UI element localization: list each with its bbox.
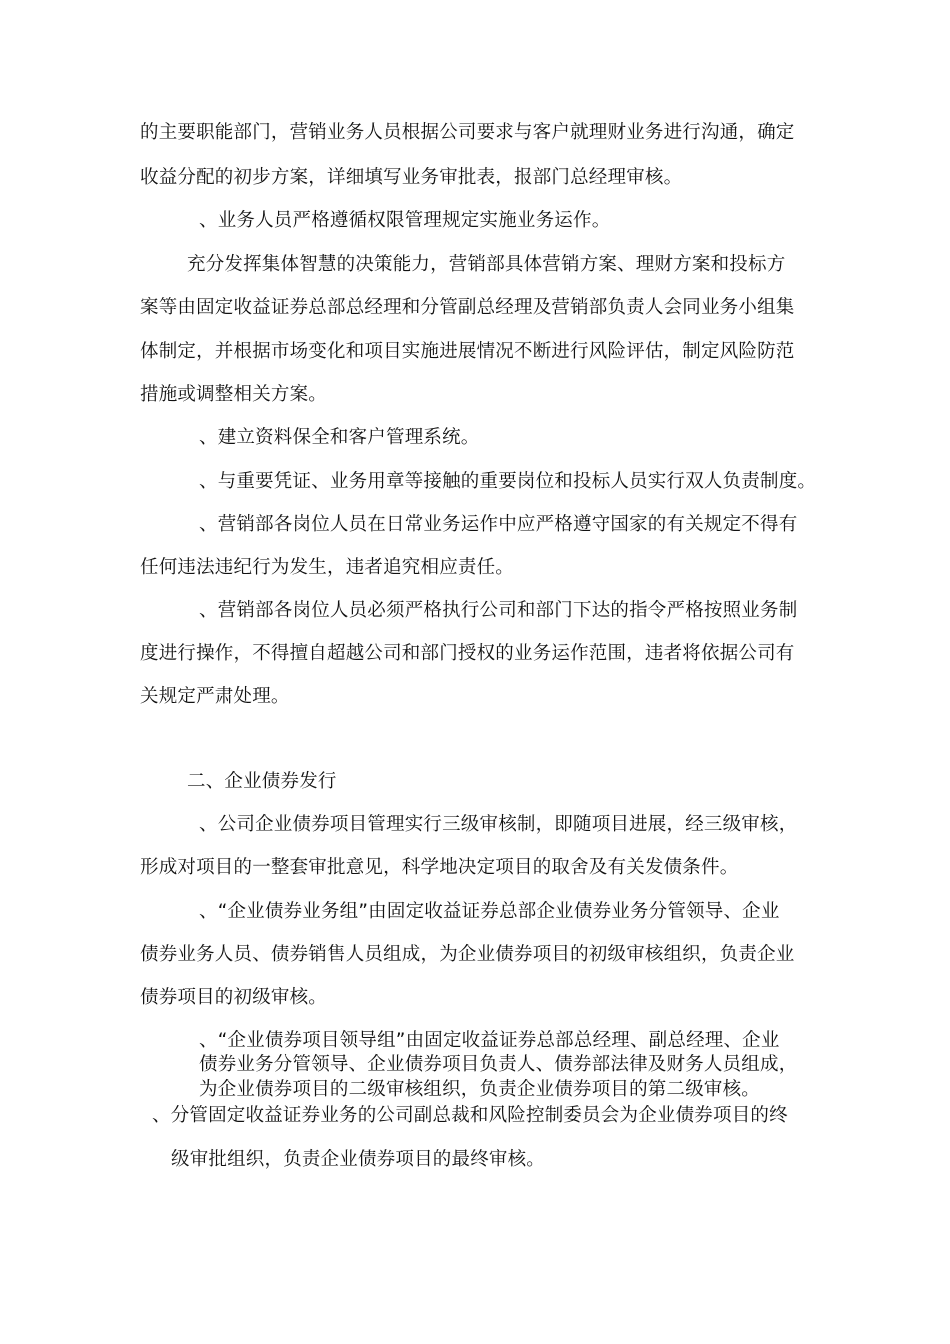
paragraph-line: 、建立资料保全和客户管理系统。 (199, 427, 480, 448)
paragraph-line: 、与重要凭证、业务用章等接触的重要岗位和投标人员实行双人负责制度。 (199, 471, 817, 492)
paragraph-line: 债券业务人员、债券销售人员组成，为企业债券项目的初级审核组织，负责企业 (140, 944, 795, 965)
paragraph-line: 、分管固定收益证券业务的公司副总裁和风险控制委员会为企业债券项目的终 (152, 1105, 788, 1126)
paragraph-line: 收益分配的初步方案，详细填写业务审批表，报部门总经理审核。 (140, 167, 683, 188)
paragraph-line: 体制定，并根据市场变化和项目实施进展情况不断进行风险评估，制定风险防范 (140, 341, 795, 362)
paragraph-line: 、公司企业债券项目管理实行三级审核制，即随项目进展，经三级审核， (199, 814, 798, 835)
paragraph-line: 为企业债券项目的二级审核组织，负责企业债券项目的第二级审核。 (199, 1079, 761, 1100)
section-heading: 二、企业债券发行 (187, 771, 337, 792)
paragraph-line: 措施或调整相关方案。 (140, 384, 328, 405)
paragraph-line: 级审批组织，负责企业债券项目的最终审核。 (171, 1149, 546, 1170)
paragraph-line: 任何违法违纪行为发生，违者追究相应责任。 (140, 557, 515, 578)
paragraph-line: 案等由固定收益证券总部总经理和分管副总经理及营销部负责人会同业务小组集 (140, 297, 795, 318)
paragraph-line: 、“企业债券项目领导组”由固定收益证券总部总经理、副总经理、企业 (199, 1030, 780, 1051)
paragraph-line: 、业务人员严格遵循权限管理规定实施业务运作。 (199, 210, 611, 231)
paragraph-line: 债券项目的初级审核。 (140, 987, 328, 1008)
paragraph-line: 、营销部各岗位人员在日常业务运作中应严格遵守国家的有关规定不得有 (199, 514, 798, 535)
paragraph-line: 关规定严肃处理。 (140, 686, 290, 707)
paragraph-line: 度进行操作，不得擅自超越公司和部门授权的业务运作范围，违者将依据公司有 (140, 643, 795, 664)
paragraph-line: 的主要职能部门，营销业务人员根据公司要求与客户就理财业务进行沟通，确定 (140, 122, 795, 143)
paragraph-line: 、营销部各岗位人员必须严格执行公司和部门下达的指令严格按照业务制 (199, 600, 798, 621)
paragraph-line: 债券业务分管领导、企业债券项目负责人、债券部法律及财务人员组成， (199, 1054, 798, 1075)
paragraph-line: 、“企业债券业务组”由固定收益证券总部企业债券业务分管领导、企业 (199, 901, 780, 922)
paragraph-line: 充分发挥集体智慧的决策能力，营销部具体营销方案、理财方案和投标方 (187, 254, 786, 275)
paragraph-line: 形成对项目的一整套审批意见，科学地决定项目的取舍及有关发债条件。 (140, 857, 739, 878)
